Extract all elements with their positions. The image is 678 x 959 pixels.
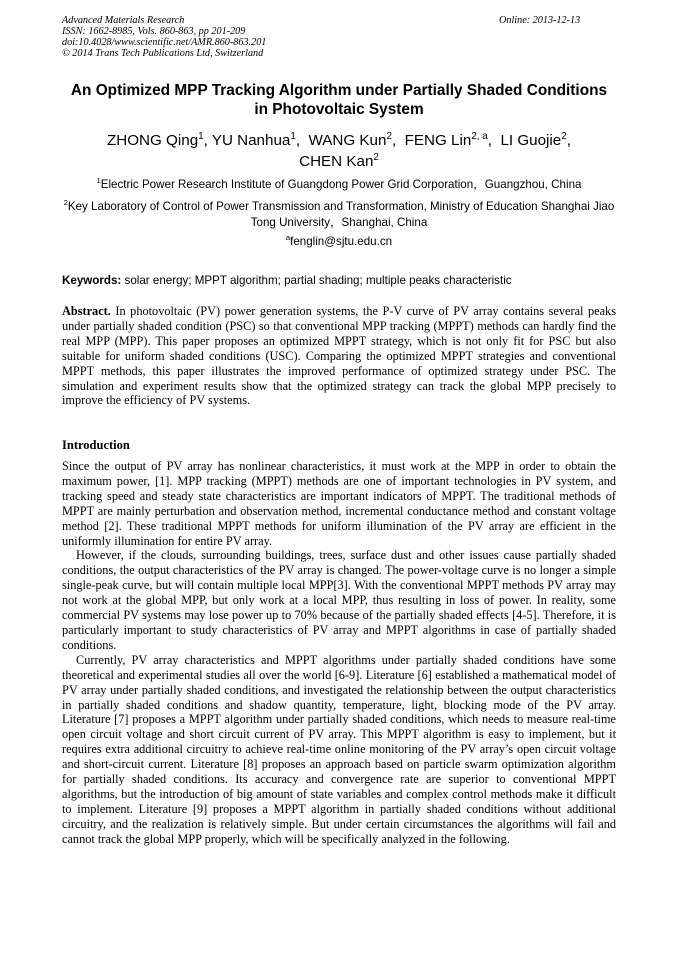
journal-name: Advanced Materials Research: [62, 15, 185, 26]
affiliation-text: Electric Power Research Institute of Guangdong Power Grid Corporation，Guangzhou, China: [100, 178, 582, 191]
author-affiliation-mark: 2: [373, 151, 379, 163]
contact-email: [62, 234, 616, 250]
keywords-label: Keywords:: [62, 274, 122, 287]
paragraph: Currently, PV array characteristics and MPPT algorithms under partially shaded conditions have some theoretical and experimental studies all over the world [6-9]. Literature [6] established a mathematical model of PV array under partially shaded conditions, and investigated the relationship between the output characteristics in partially shaded conditions and shadow quantity, temperature, light, blocking mode of the PV array. Literature [7] proposes a MPPT algorithm under partially shaded conditions, which needs to measure real-time open circuit voltage and short circuit current of PV array. This MPPT algorithm is easy to implement, but it requires extra additional circuitry to achieve real-time online monitoring of the PV array’s open circuit voltage and short-circuit current. Literature [8] proposes an approach based on particle swarm optimization algorithm for partially shaded conditions. Its accuracy and convergence rate are superior to conventional MPPT algorithms, but the introduction of big amount of state variables and complex control methods make it difficult to implement. Literature [9] proposes a MPPT algorithm in partially shaded conditions without additional circuitry, and the realization is relatively simple. But under certain circumstances the algorithms will fail and cannot track the global MPP properly, which will be specifically analyzed in the following.: [62, 652, 616, 846]
affiliation-2: [62, 199, 616, 231]
doi-line[interactable]: doi:10.4028/www.scientific.net/AMR.860-863.201: [62, 37, 267, 48]
author-list: ZHONG Qing$^1$, YU Nanhua$^1$, WANG Kun$^2$, FENG Lin$^{2, a}$, LI Guojie$^2$, CHEN Kan$^2$: [107, 130, 571, 170]
affiliation-1: [62, 177, 616, 193]
introduction-body: [62, 459, 616, 847]
abstract-label: Abstract.: [62, 304, 111, 318]
author-name: FENG Lin: [404, 132, 472, 149]
paper-title: An Optimized MPP Tracking Algorithm under Partially Shaded Conditions in Photovoltaic System: [70, 82, 608, 118]
abstract: [62, 304, 616, 408]
author-name: ZHONG Qing: [107, 132, 199, 149]
email-address[interactable]: fenglin@sjtu.edu.cn: [290, 235, 393, 248]
copyright-line: © 2014 Trans Tech Publications Ltd, Switzerland: [62, 48, 264, 59]
author-affiliation-mark: 2, a: [471, 130, 488, 142]
author-name: CHEN Kan: [299, 153, 374, 170]
paragraph: However, if the clouds, surrounding buildings, trees, surface dust and other issues cause partially shaded conditions, the output characteristics of the PV array is changed. The power-voltage curve is no longer a simple single-peak curve, but will contain multiple local MPP[3]. With the conventional MPPT methods PV array may not work at the global MPP, but only work at a local MPP, thus resulting in loss of power. In reality, some commercial PV systems may lose power up to 70% because of the partially shaded effects [4-5]. Therefore, it is particularly important to study characteristics of PV array and MPPT algorithms in case of partially shaded conditions.: [62, 548, 616, 652]
affiliation-text: Key Laboratory of Control of Power Transmission and Transformation, Ministry of Education Shanghai Jiao Tong University，Shanghai, China: [67, 200, 615, 229]
keywords-text: solar energy; MPPT algorithm; partial shading; multiple peaks characteristic: [124, 274, 512, 287]
online-date: Online: 2013-12-13: [499, 15, 581, 26]
issn-line: ISSN: 1662-8985, Vols. 860-863, pp 201-209: [62, 26, 246, 37]
paragraph: Since the output of PV array has nonlinear characteristics, it must work at the MPP in order to obtain the maximum power, [1]. MPP tracking (MPPT) methods are one of important technologies in PV system, and tracking speed and steady state characteristics are important indicators of MPPT. The traditional methods of MPPT are mainly perturbation and observation method, incremental conductance method and constant voltage method [2]. These traditional MPPT methods for uniform illumination of the PV array are efficient in the uniformly illumination for entire PV array.: [62, 459, 616, 548]
author-affiliation-mark: 1: [198, 130, 204, 142]
author-name: LI Guojie: [500, 132, 562, 149]
author-affiliation-mark: 2: [561, 130, 567, 142]
email-mark: a: [285, 233, 291, 243]
journal-header: [62, 15, 266, 59]
affiliation-mark: 2: [63, 198, 68, 208]
author-affiliation-mark: 2: [386, 130, 392, 142]
keywords: [62, 273, 616, 288]
abstract-text: In photovoltaic (PV) power generation systems, the P-V curve of PV array contains several peaks under partially shaded condition (PSC) so that conventional MPP tracking (MPPT) methods can hardly find the real MPP (MPP). This paper proposes an optimized MPPT strategy, which is not only fit for PSC but also suitable for uniform shaded conditions (USC). Comparing the optimized MPPT strategies and conventional MPPT methods, this paper illustrates the improved performance of optimized strategy under PSC. The simulation and experiment results show that the optimized strategy can track the global MPP precisely to improve the efficiency of PV systems.: [62, 304, 616, 408]
author-name: YU Nanhua: [211, 132, 291, 149]
author-affiliation-mark: 1: [290, 130, 296, 142]
affiliation-mark: 1: [96, 176, 101, 186]
section-heading-introduction: Introduction: [62, 438, 130, 452]
author-name: WANG Kun: [308, 132, 387, 149]
